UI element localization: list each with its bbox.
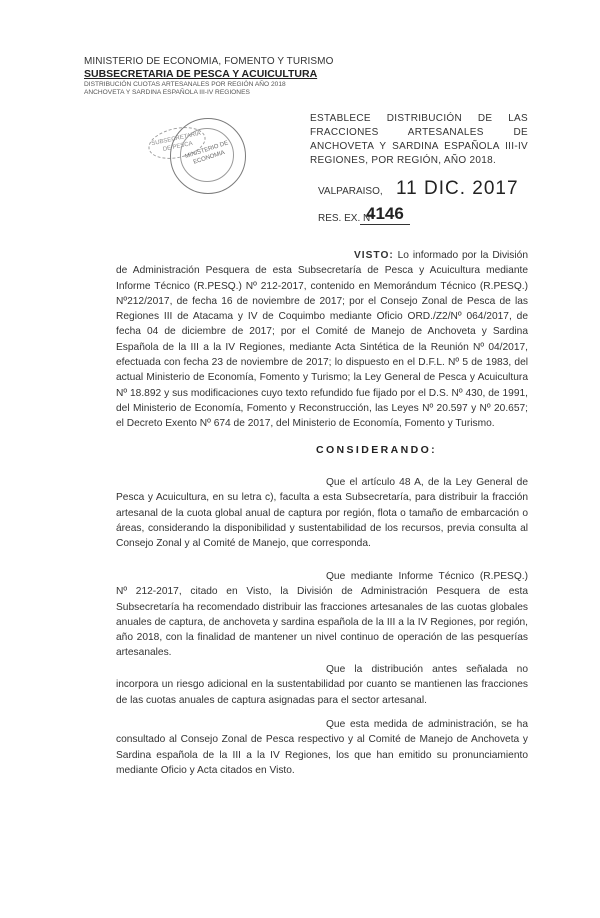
considerando-paragraph: Que mediante Informe Técnico (R.PESQ.) Nº 212-2017, citado en Visto, la División de Administración Pesquera de esta Subsecretaría ha recomendado distribuir las fracciones artesanales de las cuotas globales anuales de captura, de anchoveta y sardina española de la III a la IV Regiones, por región, año 2018, con la finalidad de mantener un nivel continuo de operación de las pesquerías artesanales. (116, 571, 528, 659)
considerando-heading: CONSIDERANDO: (316, 444, 438, 456)
considerando-paragraph: Que el artículo 48 A, de la Ley General de Pesca y Acuicultura, en su letra c), faculta a esta Subsecretaría, para distribuir la fracción artesanal de la cuota global anual de captura por región, flota o tamaño de embarcación o áreas, considerando la disponibilidad y sustentabilidad de los recursos, previa consulta al Consejo Zonal y al Comité de Manejo, que corresponda. (116, 477, 528, 550)
resolution-number: 4146 (360, 204, 410, 225)
place-label: VALPARAISO, (318, 186, 383, 197)
ministry-name: MINISTERIO DE ECONOMIA, FOMENTO Y TURISMO (84, 56, 334, 67)
seal-text: MINISTERIO DE ECONOMIA (184, 140, 230, 166)
considerando-paragraph: Que la distribución antes señalada no incorpora un riesgo adicional en la sustentabilidad por cuanto se mantienen las fracciones de las cuotas anuales de captura asignadas para el sector artesanal. (116, 664, 528, 706)
resolution-date: 11 DIC. 2017 (396, 178, 519, 199)
reference-line-1: DISTRIBUCIÓN CUOTAS ARTESANALES POR REGIÓN AÑO 2018 (84, 81, 286, 88)
letterhead (84, 56, 334, 97)
resolution-title: ESTABLECE DISTRIBUCIÓN DE LAS FRACCIONES ARTESANALES DE ANCHOVETA Y SARDINA ESPAÑOLA III-IV REGIONES, POR REGIÓN, AÑO 2018. (310, 113, 528, 166)
visto-text: Lo informado por la División de Administración Pesquera de esta Subsecretaría de Pesca y Acuicultura mediante Informe Técnico (R.PESQ.) Nº 212-2017, contenido en Memorándum Técnico (R.PESQ.) Nº212/2017, de fecha 16 de noviembre de 2017; por el Consejo Zonal de Pesca de las Regiones III de Atacama y IV de Coquimbo mediante Oficio ORD./Z2/Nº 064/2017, de fecha 04 de diciembre de 2017; por el Comité de Manejo de Anchoveta y Sardina Española de la III a la IV Regiones, mediante Acta Sintética de la Reunión Nº 04/2017, efectuada con fecha 23 de noviembre de 2017; lo dispuesto en el D.F.L. Nº 5 de 1983, del actual Ministerio de Economía, Fomento y Turismo; la Ley General de Pesca y Acuicultura Nº 18.892 y sus modificaciones cuyo texto refundido fue fijado por el D.S. Nº 430, de 1991, del Ministerio de Economía, Fomento y Reconstrucción, las Leyes Nº 20.597 y Nº 20.657; el Decreto Exento Nº 674 de 2017, del Ministerio de Economía, Fomento y Turismo. (116, 250, 528, 430)
visto-paragraph (116, 248, 528, 432)
reference-line-2: ANCHOVETA Y SARDINA ESPAÑOLA III-IV REGIONES (84, 89, 250, 96)
reception-stamp: SUBSECRETARIA DE PESCA (146, 122, 209, 163)
visto-section (116, 248, 528, 432)
subsecretaria-name: SUBSECRETARIA DE PESCA Y ACUICULTURA (84, 68, 318, 80)
resolution-number-label: RES. EX. Nº (318, 213, 374, 224)
considerando-paragraph: Que esta medida de administración, se ha consultado al Consejo Zonal de Pesca respectivo y al Comité de Manejo de Anchoveta y Sardina española de la III a la IV Regiones, los que han emitido su pronunciamiento mediante Oficio y Acta citados en Visto. (116, 719, 528, 776)
visto-label: VISTO: (354, 250, 394, 261)
